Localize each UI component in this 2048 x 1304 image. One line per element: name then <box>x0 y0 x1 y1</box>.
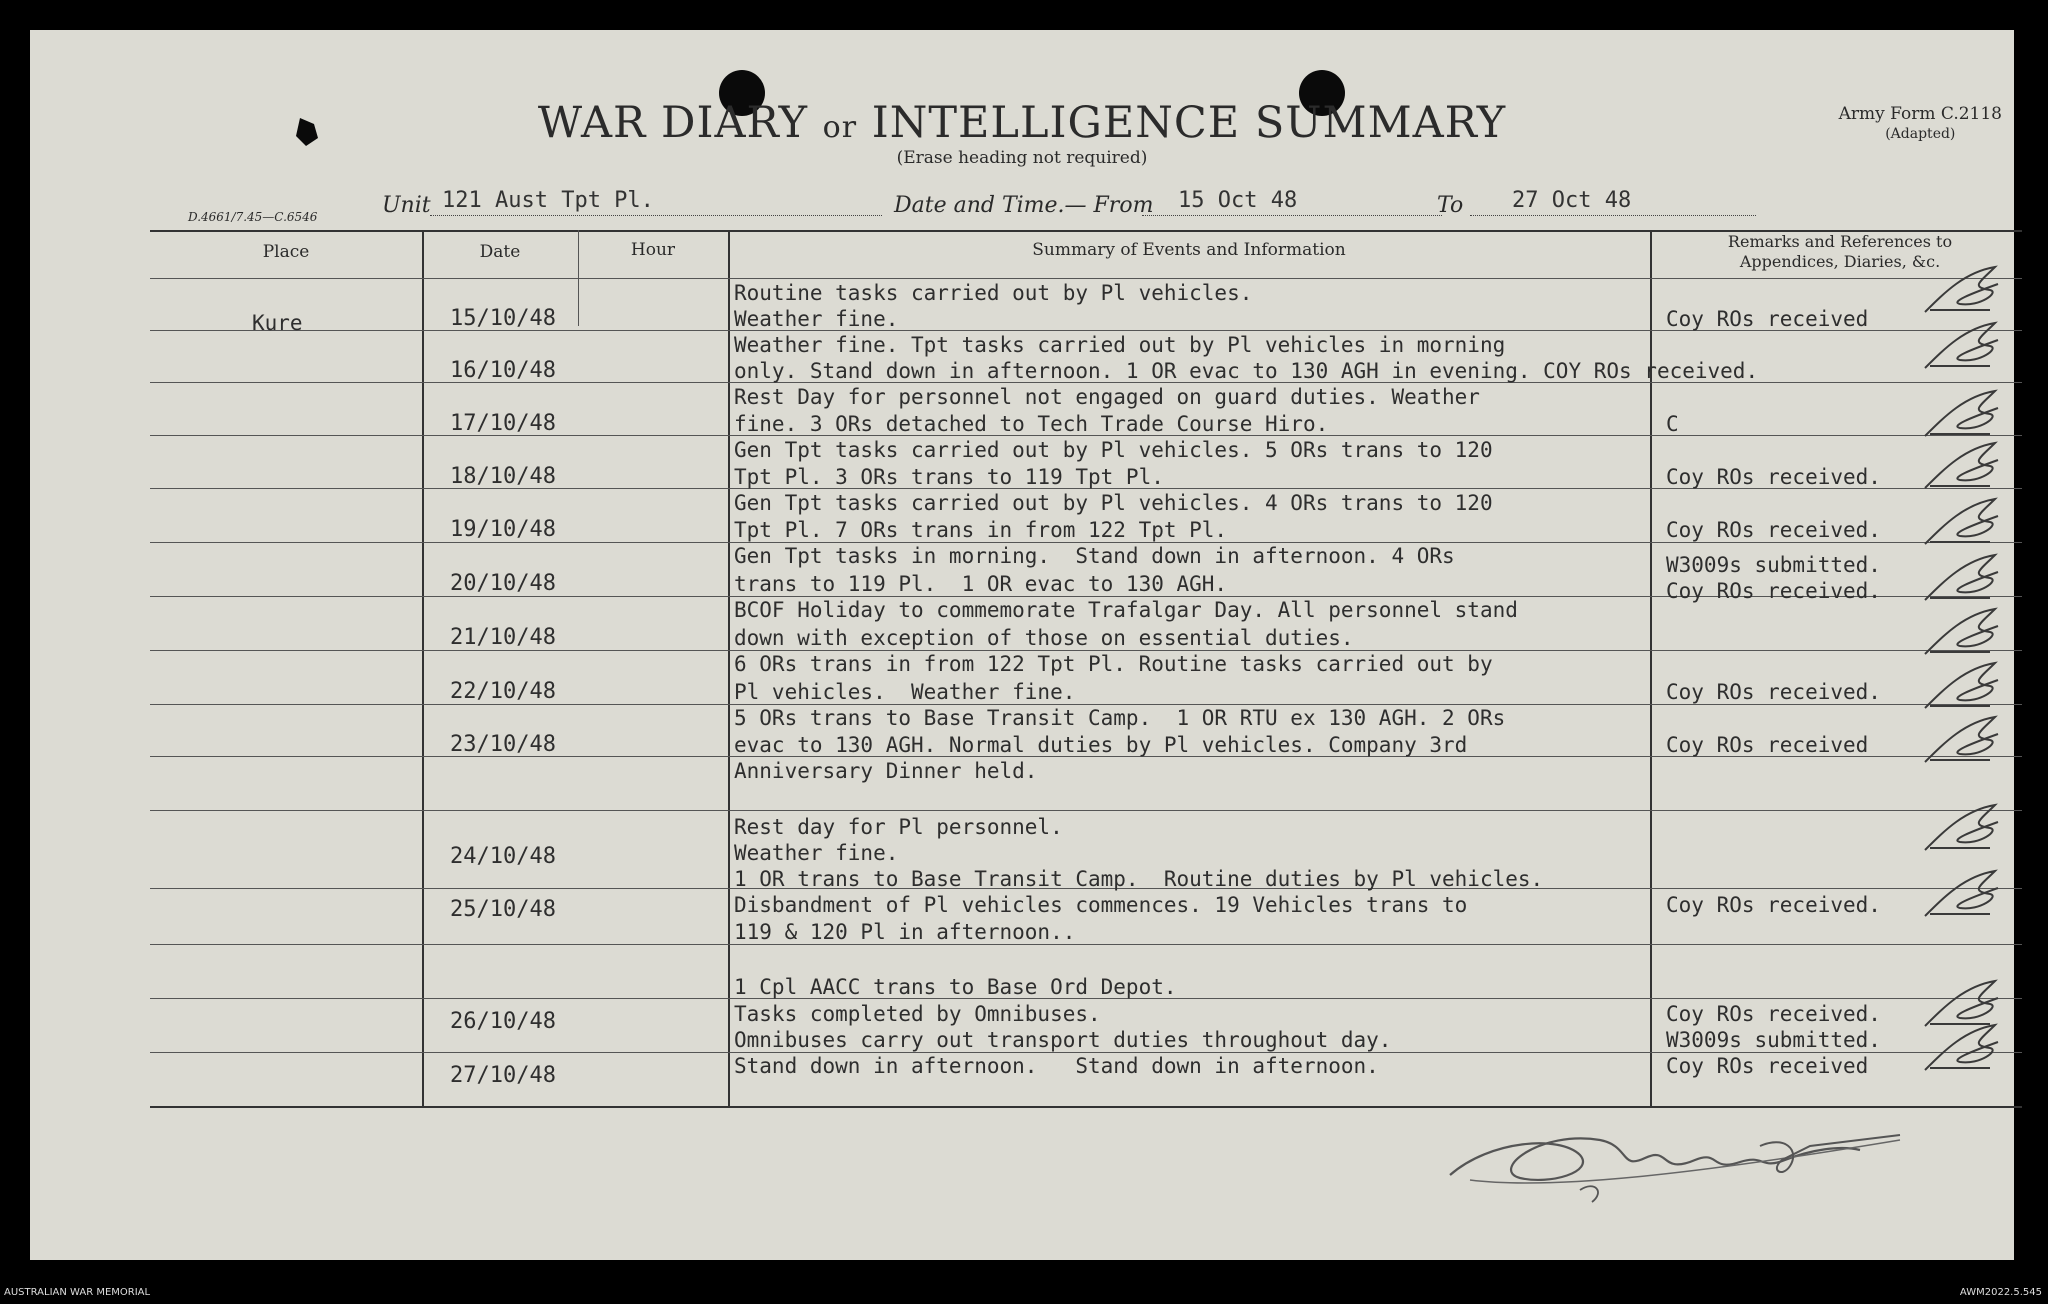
date-cell: 18/10/48 <box>450 464 556 489</box>
initials-scribble <box>1920 712 2010 772</box>
initials-scribble <box>1920 550 2010 610</box>
row-rule <box>150 278 2022 279</box>
summary-line: 1 Cpl AACC trans to Base Ord Depot. <box>734 975 1177 999</box>
summary-line: Anniversary Dinner held. <box>734 759 1038 783</box>
footer-left: AUSTRALIAN WAR MEMORIAL <box>4 1287 151 1298</box>
row-rule <box>150 810 2022 811</box>
page-title: WAR DIARY or INTELLIGENCE SUMMARY <box>537 98 1507 148</box>
date-cell: 23/10/48 <box>450 732 556 757</box>
signature <box>1430 1080 1930 1200</box>
summary-line: Tpt Pl. 7 ORs trans in from 122 Tpt Pl. <box>734 518 1228 542</box>
summary-line: Gen Tpt tasks in morning. Stand down in afternoon. 4 ORs <box>734 544 1455 568</box>
print-code: D.4661/7.45—C.6546 <box>188 210 318 224</box>
summary-line: Gen Tpt tasks carried out by Pl vehicles. 4 ORs trans to 120 <box>734 491 1493 515</box>
column-header-hour: Hour <box>630 240 676 260</box>
period-to-label: To <box>1437 193 1464 218</box>
period-label: Date and Time.— From <box>894 193 1154 218</box>
summary-line: Pl vehicles. Weather fine. <box>734 680 1076 704</box>
summary-line: 1 OR trans to Base Transit Camp. Routine duties by Pl vehicles. <box>734 867 1544 891</box>
column-header-summary: Summary of Events and Information <box>1032 240 1346 260</box>
initials-scribble <box>1920 386 2010 446</box>
remark-entry: W3009s submitted. <box>1666 553 1881 577</box>
date-cell: 16/10/48 <box>450 358 556 383</box>
row-rule <box>150 944 2022 945</box>
initials-scribble <box>1920 866 2010 926</box>
summary-line: Rest day for Pl personnel. <box>734 815 1063 839</box>
initials-scribble <box>1920 318 2010 378</box>
remark-entry: Coy ROs received <box>1666 1054 1869 1078</box>
date-cell: 26/10/48 <box>450 1009 556 1034</box>
date-cell: 21/10/48 <box>450 625 556 650</box>
column-header-date: Date <box>479 242 521 262</box>
summary-line: Disbandment of Pl vehicles commences. 19 Vehicles trans to <box>734 893 1468 917</box>
page-subtitle: (Erase heading not required) <box>896 148 1148 168</box>
place-cell: Kure <box>252 311 303 335</box>
column-header-place: Place <box>262 242 310 262</box>
initials-scribble <box>1920 1020 2010 1080</box>
period-from: 15 Oct 48 <box>1178 188 1298 213</box>
remark-entry: Coy ROs received. <box>1666 518 1881 542</box>
remark-entry: Coy ROs received. <box>1666 893 1881 917</box>
remark-entry: Coy ROs received. <box>1666 465 1881 489</box>
remark-entry: Coy ROs received. <box>1666 1002 1881 1026</box>
summary-line: Weather fine. Tpt tasks carried out by Pl vehicles in morning <box>734 333 1506 357</box>
remark-entry: Coy ROs received. <box>1666 579 1881 603</box>
summary-line: trans to 119 Pl. 1 OR evac to 130 AGH. <box>734 572 1228 596</box>
summary-line: fine. 3 ORs detached to Tech Trade Course Hiro. <box>734 412 1329 436</box>
summary-line: 119 & 120 Pl in afternoon.. <box>734 920 1076 944</box>
summary-line: Weather fine. <box>734 841 899 865</box>
summary-line: down with exception of those on essential duties. <box>734 626 1354 650</box>
summary-line: Gen Tpt tasks carried out by Pl vehicles. 5 ORs trans to 120 <box>734 438 1493 462</box>
remark-entry: Coy ROs received <box>1666 733 1869 757</box>
summary-line: Tpt Pl. 3 ORs trans to 119 Tpt Pl. <box>734 465 1164 489</box>
summary-line: 6 ORs trans in from 122 Tpt Pl. Routine tasks carried out by <box>734 652 1493 676</box>
initials-scribble <box>1920 438 2010 498</box>
summary-line: Stand down in afternoon. Stand down in afternoon. <box>734 1054 1379 1078</box>
date-cell: 24/10/48 <box>450 844 556 869</box>
initials-scribble <box>1920 262 2010 322</box>
initials-scribble <box>1920 494 2010 554</box>
date-cell: 27/10/48 <box>450 1063 556 1088</box>
summary-line: Rest Day for personnel not engaged on guard duties. Weather <box>734 385 1480 409</box>
date-cell: 20/10/48 <box>450 571 556 596</box>
army-form-reference: Army Form C.2118 (Adapted) <box>1838 104 2002 142</box>
remark-entry: C <box>1666 412 1679 436</box>
summary-line: Routine tasks carried out by Pl vehicles. <box>734 281 1253 305</box>
summary-line: Omnibuses carry out transport duties throughout day. <box>734 1028 1392 1052</box>
date-cell: 19/10/48 <box>450 517 556 542</box>
initials-scribble <box>1920 658 2010 718</box>
initials-scribble <box>1920 604 2010 664</box>
date-cell: 22/10/48 <box>450 679 556 704</box>
summary-line: evac to 130 AGH. Normal duties by Pl vehicles. Company 3rd <box>734 733 1468 757</box>
column-header-remarks: Remarks and References to Appendices, Diaries, &c. <box>1727 232 1953 271</box>
remark-entry: Coy ROs received <box>1666 307 1869 331</box>
unit-value: 121 Aust Tpt Pl. <box>442 188 654 213</box>
date-cell: 15/10/48 <box>450 306 556 331</box>
unit-label: Unit <box>382 193 431 218</box>
remark-entry: W3009s submitted. <box>1666 1028 1881 1052</box>
summary-line: 5 ORs trans to Base Transit Camp. 1 OR RTU ex 130 AGH. 2 ORs <box>734 706 1506 730</box>
date-cell: 25/10/48 <box>450 897 556 922</box>
date-cell: 17/10/48 <box>450 411 556 436</box>
summary-line: only. Stand down in afternoon. 1 OR evac to 130 AGH in evening. COY ROs received. <box>734 359 1759 383</box>
period-to: 27 Oct 48 <box>1512 188 1632 213</box>
summary-line: BCOF Holiday to commemorate Trafalgar Day. All personnel stand <box>734 598 1518 622</box>
footer-right: AWM2022.5.545 <box>1959 1287 2042 1298</box>
initials-scribble <box>1920 800 2010 860</box>
remark-entry: Coy ROs received. <box>1666 680 1881 704</box>
summary-line: Tasks completed by Omnibuses. <box>734 1002 1101 1026</box>
summary-line: Weather fine. <box>734 307 899 331</box>
diary-sheet <box>30 30 2014 1260</box>
